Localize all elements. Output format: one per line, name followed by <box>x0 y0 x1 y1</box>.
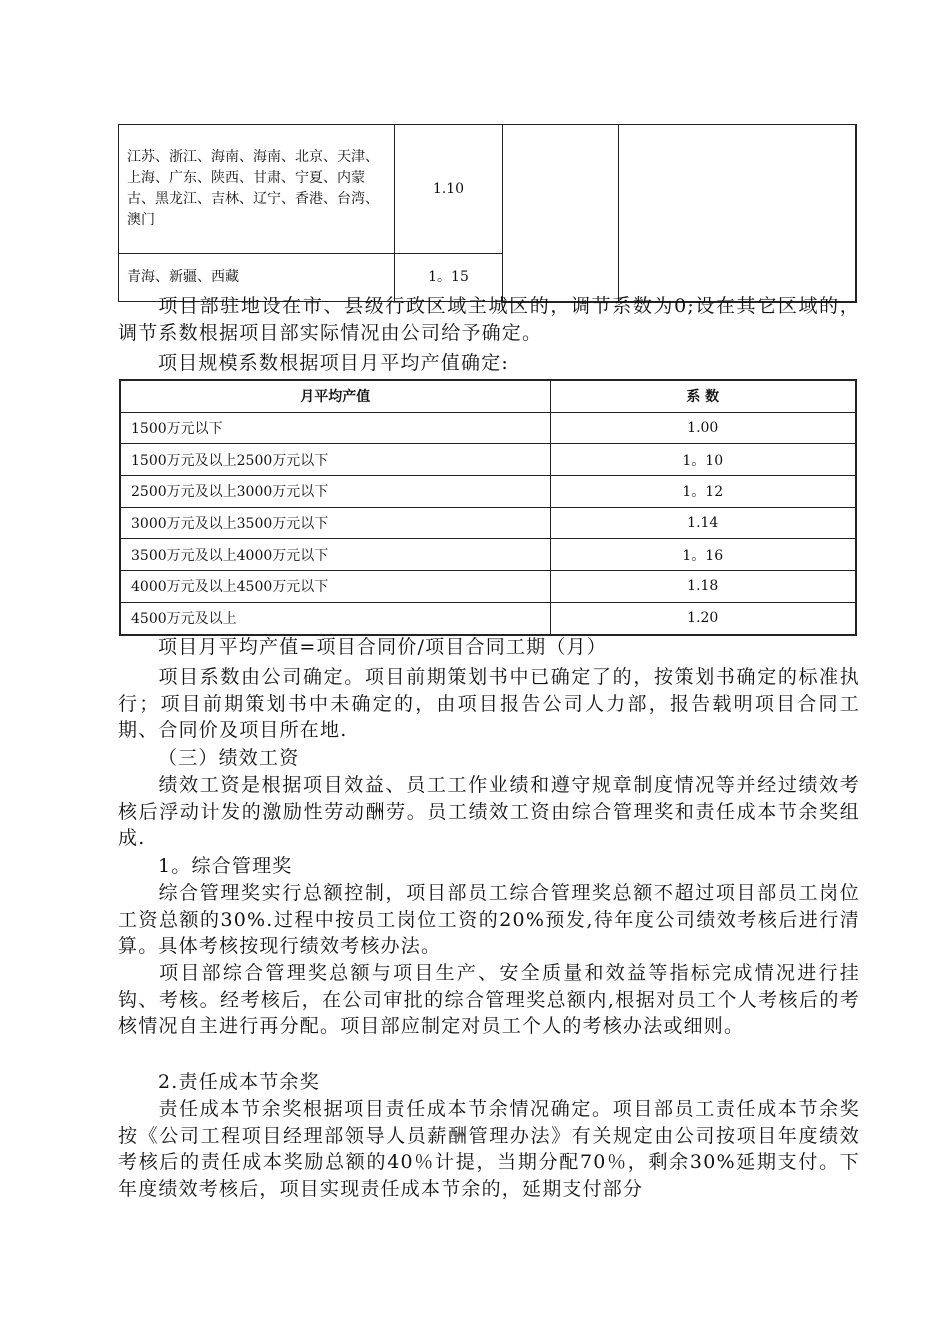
table-row <box>120 476 856 508</box>
section-heading: （三）绩效工资 <box>158 747 300 769</box>
table-row <box>120 571 856 603</box>
table-row <box>120 412 856 444</box>
column-header: 月平均产值 <box>120 380 550 412</box>
range-cell: 4500万元及以上 <box>120 602 550 634</box>
coef-cell: 1。16 <box>550 539 856 571</box>
column-header: 系 数 <box>550 380 856 412</box>
range-cell: 3500万元及以上4000万元以下 <box>120 539 550 571</box>
table-row <box>120 602 856 634</box>
range-cell: 3000万元及以上3500万元以下 <box>120 507 550 539</box>
table-row <box>120 444 856 476</box>
coef-cell: 1.14 <box>550 507 856 539</box>
paragraph: 综合管理奖实行总额控制，项目部员工综合管理奖总额不超过项目部员工岗位工资总额的30%.过程中按员工岗位工资的20%预发,待年度公司绩效考核后进行清算。具体考核按现行绩效考核办法。 <box>118 882 860 957</box>
table-row <box>119 125 856 254</box>
empty-cell <box>619 125 856 302</box>
section-heading: 1。综合管理奖 <box>158 855 293 877</box>
table-header-row <box>120 380 856 412</box>
coef-cell: 1。12 <box>550 476 856 508</box>
empty-cell <box>503 125 619 302</box>
paragraph: 绩效工资是根据项目效益、员工工作业绩和遵守规章制度情况等并经过绩效考核后浮动计发的激励性劳动酬劳。员工绩效工资由综合管理奖和责任成本节余奖组成. <box>118 774 860 849</box>
region-coefficient-table <box>118 124 857 303</box>
paragraph: 项目部综合管理奖总额与项目生产、安全质量和效益等指标完成情况进行挂钩、考核。经考核后，在公司审批的综合管理奖总额内,根据对员工个人考核后的考核情况自主进行再分配。项目部应制定对员工个人的考核办法或细则。 <box>118 962 860 1037</box>
table-row <box>120 507 856 539</box>
paragraph: 项目系数由公司确定。项目前期策划书中已确定了的，按策划书确定的标准执行；项目前期策划书中未确定的，由项目报告公司人力部，报告载明项目合同工期、合同价及项目所在地. <box>118 666 860 741</box>
paragraph: 项目月平均产值=项目合同价/项目合同工期（月） <box>158 636 607 658</box>
paragraph: 项目规模系数根据项目月平均产值确定: <box>158 352 510 374</box>
coef-cell: 1.20 <box>550 602 856 634</box>
coef-cell: 1.00 <box>550 412 856 444</box>
range-cell: 1500万元及以上2500万元以下 <box>120 444 550 476</box>
coef-cell: 1.18 <box>550 571 856 603</box>
section-heading: 2.责任成本节余奖 <box>158 1071 320 1093</box>
table-row <box>120 539 856 571</box>
scale-coefficient-table <box>119 379 857 636</box>
range-cell: 1500万元以下 <box>120 412 550 444</box>
region-coef-cell: 1。15 <box>395 254 503 302</box>
paragraph: 项目部驻地设在市、县级行政区域主城区的，调节系数为0;设在其它区域的，调节系数根据项目部实际情况由公司给予确定。 <box>118 295 860 344</box>
region-area-cell: 青海、新疆、西藏 <box>119 254 395 302</box>
range-cell: 4000万元及以上4500万元以下 <box>120 571 550 603</box>
coef-cell: 1。10 <box>550 444 856 476</box>
range-cell: 2500万元及以上3000万元以下 <box>120 476 550 508</box>
paragraph: 责任成本节余奖根据项目责任成本节余情况确定。项目部员工责任成本节余奖按《公司工程项目经理部领导人员薪酬管理办法》有关规定由公司按项目年度绩效考核后的责任成本奖励总额的40％计提，当期分配70％，剩余30%延期支付。下年度绩效考核后，项目实现责任成本节余的，延期支付部分 <box>118 1098 860 1200</box>
region-area-cell: 江苏、浙江、海南、海南、北京、天津、上海、广东、陕西、甘肃、宁夏、内蒙古、黑龙江、吉林、辽宁、香港、台湾、澳门 <box>119 125 395 254</box>
region-coef-cell: 1.10 <box>395 125 503 254</box>
